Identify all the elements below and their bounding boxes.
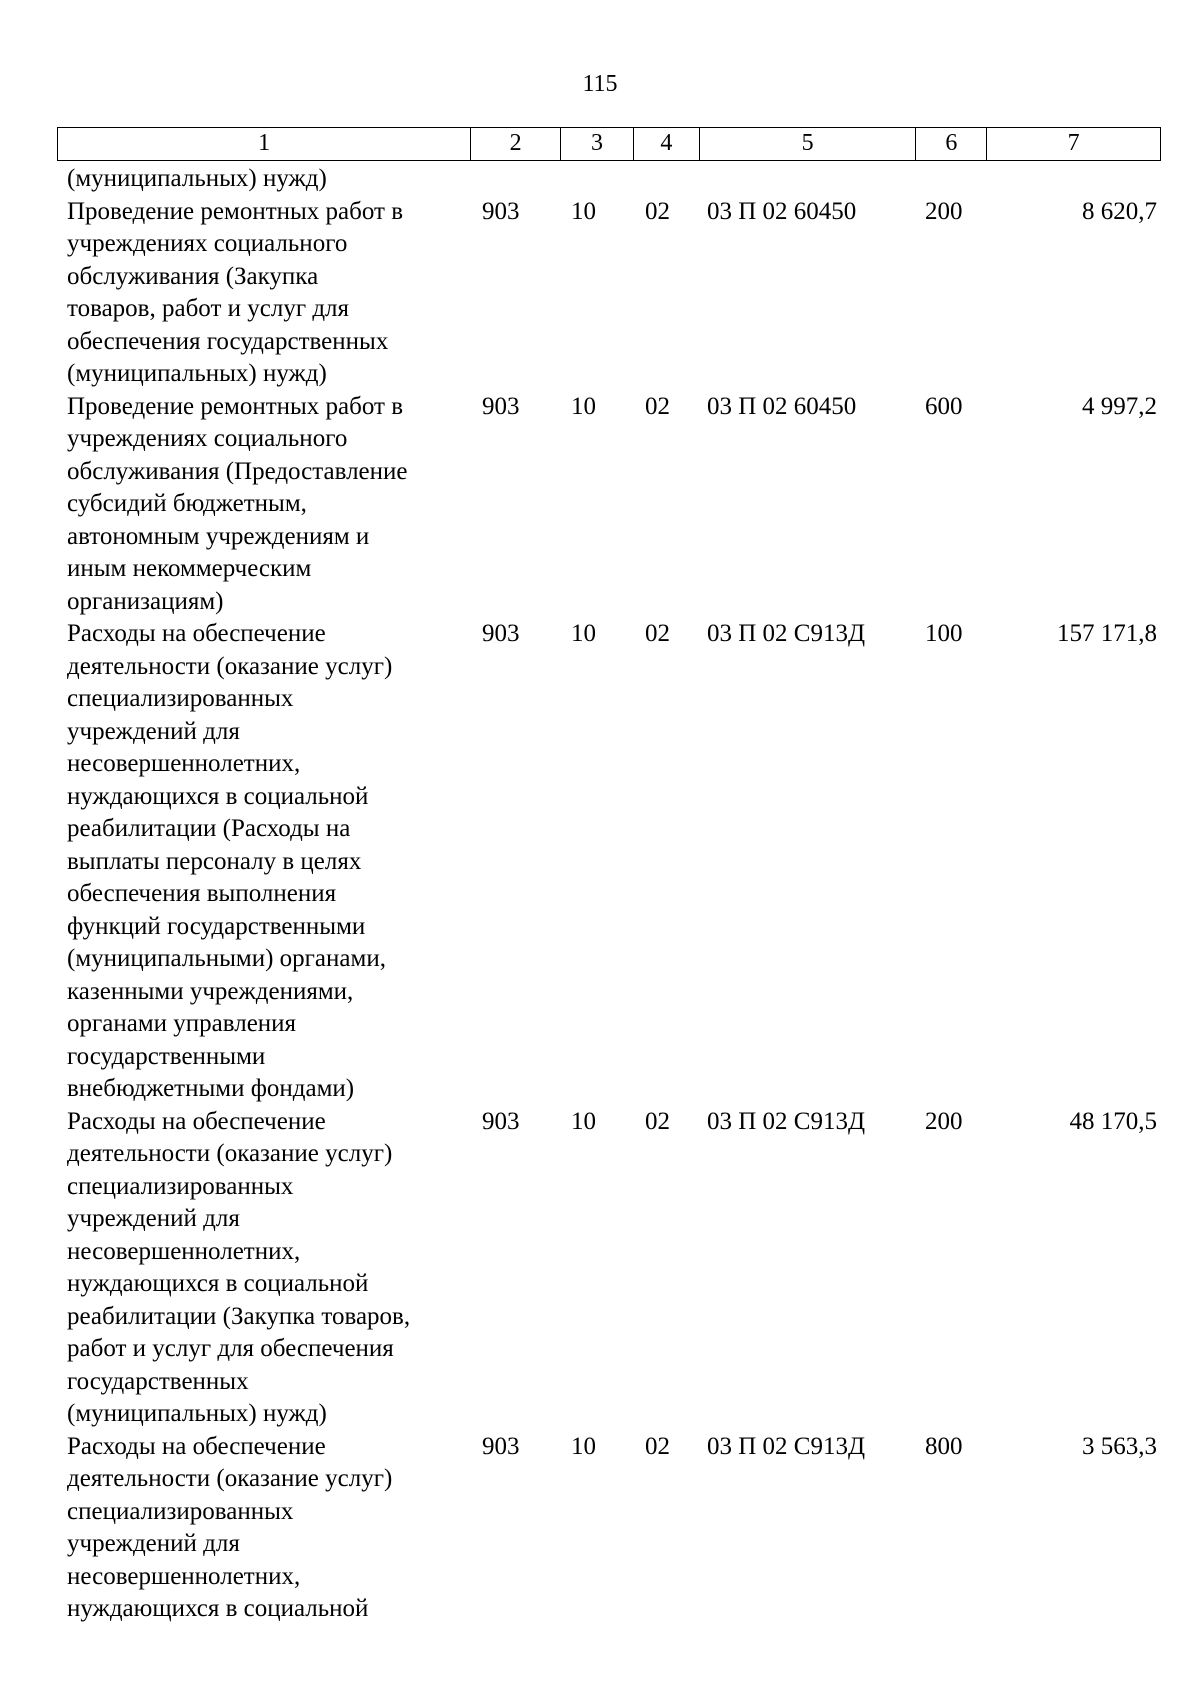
row-expense-type: 600 xyxy=(925,392,963,420)
row-expense-type: 200 xyxy=(925,197,963,225)
header-cell-6: 6 xyxy=(916,128,987,160)
table-row xyxy=(67,163,1157,196)
row-amount: 3 563,3 xyxy=(1082,1432,1157,1460)
row-subsection-code: 02 xyxy=(645,197,670,225)
row-subsection-code: 02 xyxy=(645,392,670,420)
table-header xyxy=(57,127,1161,161)
table-row xyxy=(67,1431,1157,1626)
header-cell-2: 2 xyxy=(471,128,561,160)
table-row xyxy=(67,196,1157,391)
row-description: Расходы на обеспечение деятельности (оказание услуг) специализированных учреждений для несовершеннолетних, нуждающихся в социальной реабилитации (Расходы на выплаты персоналу в целях обеспечения выполнения функций государственными (муниципальными) органами, казенными учреждениями, органами управления государственными внебюджетными фондами) xyxy=(67,620,393,1102)
header-cell-1: 1 xyxy=(58,128,471,160)
row-section-code: 10 xyxy=(571,392,596,420)
row-ministry-code: 903 xyxy=(482,197,520,225)
header-cell-4: 4 xyxy=(634,128,700,160)
header-cell-3: 3 xyxy=(561,128,634,160)
table-body xyxy=(67,163,1157,1626)
table-row xyxy=(67,618,1157,1106)
row-target-article: 03 П 02 С913Д xyxy=(707,620,866,647)
row-ministry-code: 903 xyxy=(482,1107,520,1135)
row-target-article: 03 П 02 С913Д xyxy=(707,1432,866,1460)
row-description: Расходы на обеспечение деятельности (оказание услуг) специализированных учреждений для несовершеннолетних, нуждающихся в социальной реабилитации (Закупка товаров, работ и услуг для обеспечения государственных (муниципальных) нужд) xyxy=(67,1107,411,1427)
header-cell-5: 5 xyxy=(700,128,917,160)
row-ministry-code: 903 xyxy=(482,392,520,420)
table-row xyxy=(67,391,1157,619)
row-subsection-code: 02 xyxy=(645,1107,670,1135)
row-description: Проведение ремонтных работ в учреждениях социального обслуживания (Закупка товаров, работ и услуг для обеспечения государственных (муниципальных) нужд) xyxy=(67,197,404,387)
row-expense-type: 100 xyxy=(925,620,963,647)
page-number: 115 xyxy=(582,71,618,97)
row-ministry-code: 903 xyxy=(482,1432,520,1460)
row-target-article: 03 П 02 60450 xyxy=(707,392,857,420)
row-description: (муниципальных) нужд) xyxy=(67,165,327,192)
row-expense-type: 800 xyxy=(925,1432,963,1460)
header-cell-7: 7 xyxy=(1067,130,1080,156)
row-subsection-code: 02 xyxy=(645,620,670,647)
row-target-article: 03 П 02 60450 xyxy=(707,197,857,225)
row-amount: 157 171,8 xyxy=(1057,620,1157,647)
row-section-code: 10 xyxy=(571,1107,596,1135)
row-amount: 4 997,2 xyxy=(1082,392,1157,420)
table-row xyxy=(67,1106,1157,1431)
row-section-code: 10 xyxy=(571,620,596,647)
row-amount: 8 620,7 xyxy=(1082,197,1157,225)
row-expense-type: 200 xyxy=(925,1107,963,1135)
row-subsection-code: 02 xyxy=(645,1432,670,1460)
row-amount: 48 170,5 xyxy=(1069,1107,1157,1135)
row-target-article: 03 П 02 С913Д xyxy=(707,1107,866,1135)
row-ministry-code: 903 xyxy=(482,620,520,647)
row-section-code: 10 xyxy=(571,197,596,225)
row-description: Расходы на обеспечение деятельности (оказание услуг) специализированных учреждений для несовершеннолетних, нуждающихся в социальной xyxy=(67,1432,393,1622)
row-description: Проведение ремонтных работ в учреждениях социального обслуживания (Предоставление субсидий бюджетным, автономным учреждениям и иным некоммерческим организациям) xyxy=(67,392,408,615)
row-section-code: 10 xyxy=(571,1432,596,1460)
